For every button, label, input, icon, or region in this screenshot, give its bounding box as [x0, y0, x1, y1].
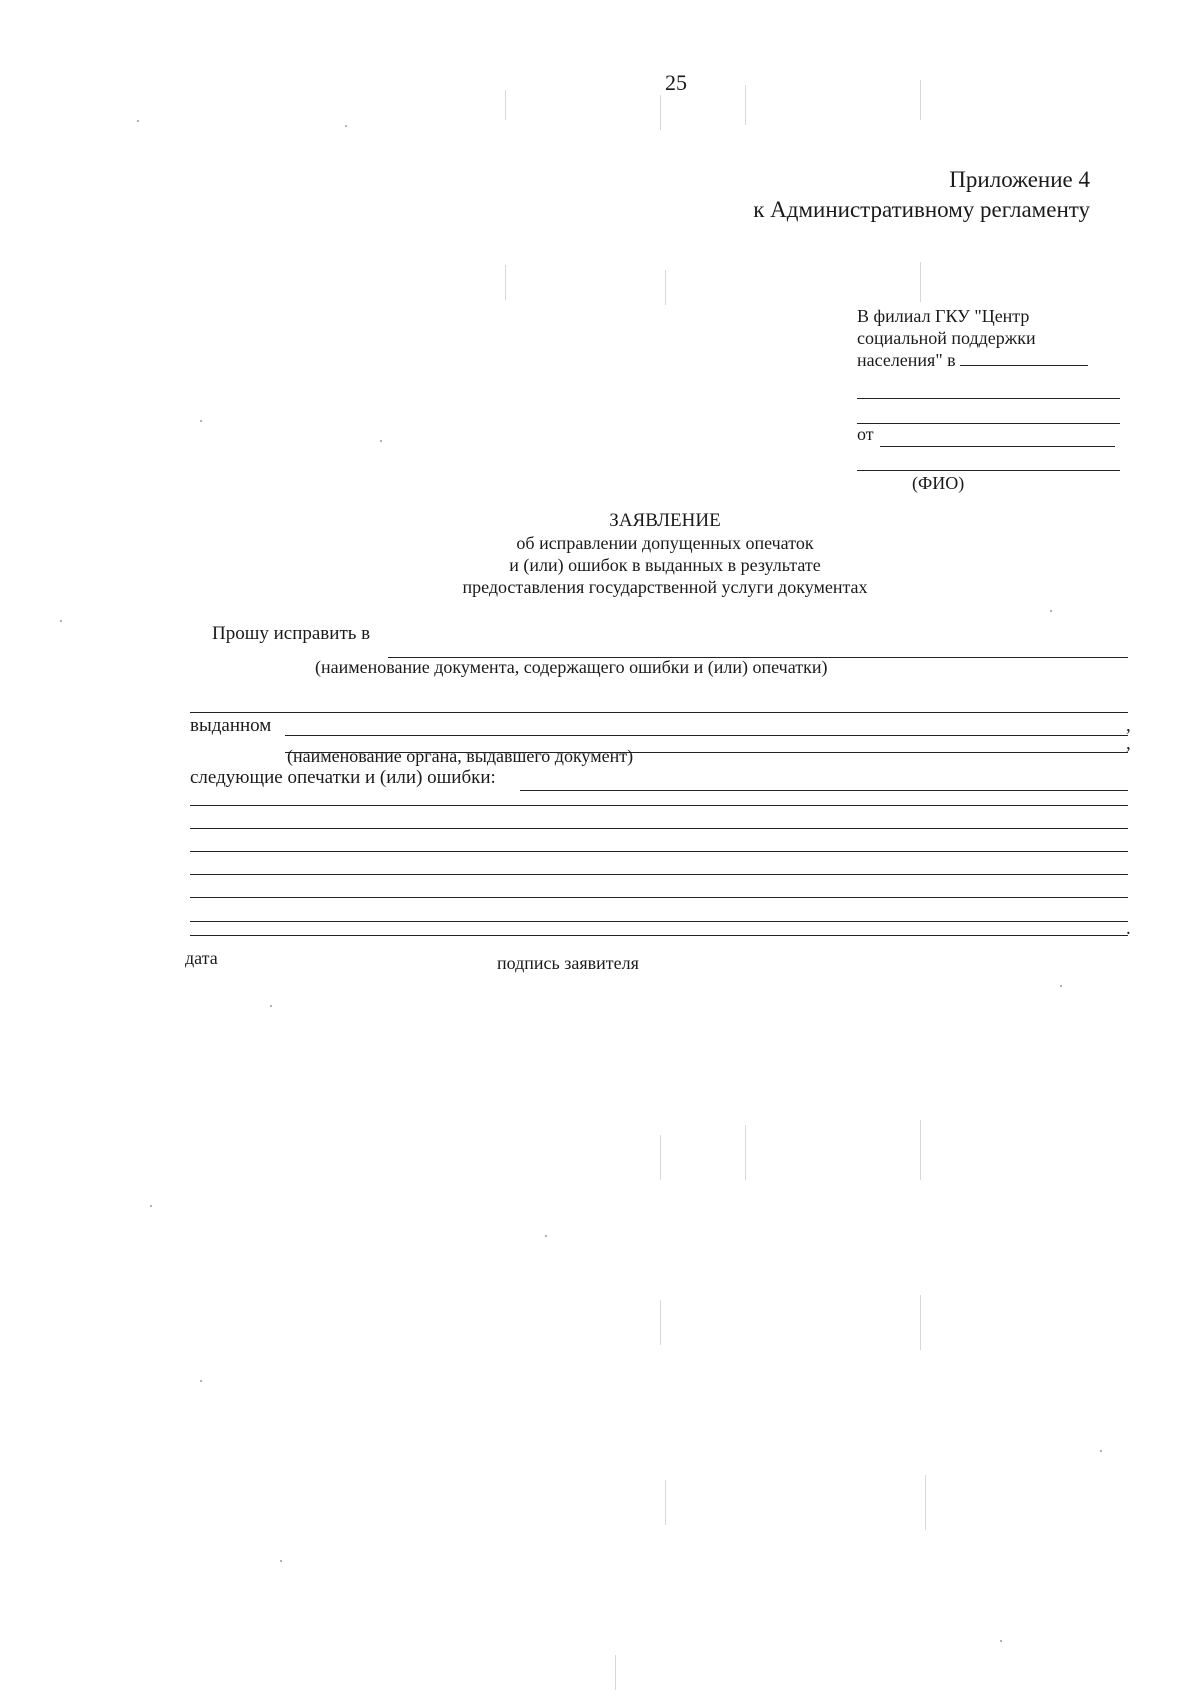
comma-1: , [1126, 715, 1131, 736]
appendix-line-2: к Административному регламенту [753, 197, 1090, 222]
scan-dot [545, 1235, 547, 1237]
scan-dot [137, 120, 139, 122]
scan-mark [665, 270, 666, 305]
scan-dot [345, 125, 347, 127]
scan-mark [925, 1475, 926, 1530]
errors-field-2[interactable] [190, 805, 1128, 806]
scan-mark [920, 262, 921, 302]
title-sub-3: предоставления государственной услуги документах [462, 577, 868, 597]
scan-mark [660, 1300, 661, 1345]
title-heading: ЗАЯВЛЕНИЕ [609, 510, 721, 531]
errors-field-3[interactable] [190, 828, 1128, 829]
comma-2: , [1126, 733, 1131, 754]
fio-field[interactable] [857, 470, 1120, 471]
scan-dot [380, 440, 382, 442]
title-sub-1: об исправлении допущенных опечаток [516, 533, 814, 553]
scan-mark [615, 1655, 616, 1690]
scan-mark [920, 1120, 921, 1180]
fio-caption: (ФИО) [912, 473, 965, 493]
addressee-line-2: социальной поддержки [857, 328, 1036, 348]
final-period: . [1126, 918, 1131, 939]
scan-mark [920, 1295, 921, 1350]
scan-mark [665, 1480, 666, 1525]
scan-dot [1100, 1450, 1102, 1452]
request-label: Прошу исправить в [212, 623, 371, 644]
addressee-line-1: В филиал ГКУ "Центр [857, 306, 1030, 326]
from-field[interactable] [880, 446, 1115, 447]
scan-mark [920, 80, 921, 120]
scan-dot [200, 420, 202, 422]
scan-mark [505, 90, 506, 120]
document-continuation-field[interactable] [190, 712, 1128, 713]
scan-dot [270, 1005, 272, 1007]
errors-field-4[interactable] [190, 851, 1128, 852]
addressee-block [857, 305, 1088, 371]
scan-mark [660, 95, 661, 130]
branch-field[interactable] [960, 349, 1088, 366]
scan-dot [1000, 1640, 1002, 1642]
document-caption: (наименование документа, содержащего ошибки и (или) опечатки) [315, 657, 828, 677]
errors-field-7[interactable] [190, 921, 1128, 922]
organ-caption: (наименование органа, выдавшего документ) [287, 746, 634, 766]
issuing-organ-field[interactable] [285, 735, 1128, 736]
errors-field-1[interactable] [520, 790, 1128, 791]
addressee-blank-line-1[interactable] [857, 398, 1120, 399]
scan-mark [660, 1135, 661, 1180]
addressee-line-3 [857, 349, 1088, 371]
scan-dot [60, 620, 62, 622]
scan-mark [505, 265, 506, 300]
scan-dot [280, 1560, 282, 1562]
signature-label: подпись заявителя [497, 953, 639, 973]
addressee-blank-line-2[interactable] [857, 423, 1120, 424]
date-label: дата [185, 948, 218, 968]
scan-dot [1060, 985, 1062, 987]
appendix-header [753, 165, 1090, 225]
appendix-line-1: Приложение 4 [949, 167, 1090, 192]
addressee-line-3-text: населения" в [857, 350, 956, 370]
errors-field-6[interactable] [190, 897, 1128, 898]
title-sub-2: и (или) ошибок в выданных в результате [509, 555, 821, 575]
statement-title [0, 510, 1200, 598]
scan-dot [1050, 610, 1052, 612]
errors-field-5[interactable] [190, 874, 1128, 875]
errors-label: следующие опечатки и (или) ошибки: [190, 767, 496, 788]
scan-mark [745, 85, 746, 125]
page-number: 25 [665, 70, 687, 95]
errors-field-8[interactable] [190, 935, 1128, 936]
scan-dot [150, 1205, 152, 1207]
from-label: от [857, 424, 874, 444]
scan-dot [200, 1380, 202, 1382]
scan-mark [745, 1125, 746, 1180]
issued-label: выданном [190, 715, 272, 736]
